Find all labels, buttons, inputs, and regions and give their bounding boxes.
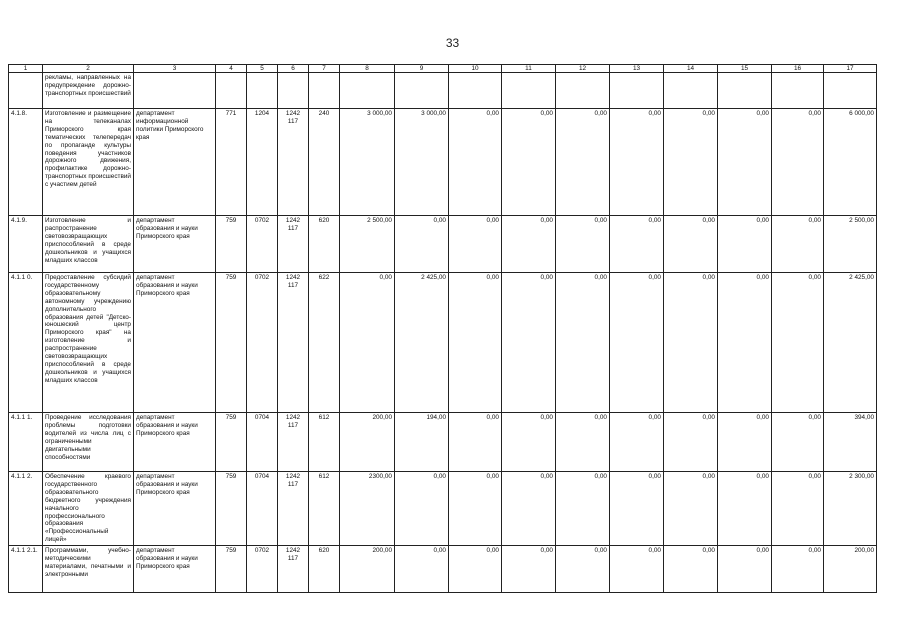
cell-no: 4.1.9. xyxy=(9,216,43,273)
cell-c8 xyxy=(340,73,395,109)
cell-c15: 0,00 xyxy=(718,472,772,546)
cell-no: 4.1.8. xyxy=(9,109,43,216)
column-header: 10 xyxy=(449,65,502,73)
cell-c13: 0,00 xyxy=(610,109,664,216)
cell-c11: 0,00 xyxy=(502,413,556,472)
cell-c13: 0,00 xyxy=(610,472,664,546)
column-header: 7 xyxy=(309,65,340,73)
cell-c16: 0,00 xyxy=(772,216,824,273)
cell-c11: 0,00 xyxy=(502,273,556,413)
cell-c14: 0,00 xyxy=(664,273,718,413)
cell-c17: 200,00 xyxy=(824,546,877,593)
cell-agency: департамент образования и науки Приморского края xyxy=(134,273,216,413)
cell-c16: 0,00 xyxy=(772,109,824,216)
table-row xyxy=(9,216,877,273)
cell-c7: 620 xyxy=(309,546,340,593)
table-row xyxy=(9,273,877,413)
cell-c7: 240 xyxy=(309,109,340,216)
table-row xyxy=(9,413,877,472)
cell-c9: 0,00 xyxy=(395,472,449,546)
column-header: 5 xyxy=(247,65,278,73)
cell-c12: 0,00 xyxy=(556,413,610,472)
cell-c11: 0,00 xyxy=(502,109,556,216)
cell-c8: 200,00 xyxy=(340,546,395,593)
column-header: 12 xyxy=(556,65,610,73)
cell-c17: 2 425,00 xyxy=(824,273,877,413)
column-header: 13 xyxy=(610,65,664,73)
cell-c15: 0,00 xyxy=(718,273,772,413)
cell-c10: 0,00 xyxy=(449,273,502,413)
cell-c13: 0,00 xyxy=(610,273,664,413)
table-body xyxy=(9,73,877,593)
cell-c9: 0,00 xyxy=(395,216,449,273)
cell-no xyxy=(9,73,43,109)
cell-agency: департамент образования и науки Приморского края xyxy=(134,546,216,593)
cell-c14 xyxy=(664,73,718,109)
table-row xyxy=(9,73,877,109)
table-row xyxy=(9,472,877,546)
cell-c11 xyxy=(502,73,556,109)
column-header: 1 xyxy=(9,65,43,73)
cell-no: 4.1.1 0. xyxy=(9,273,43,413)
cell-c16: 0,00 xyxy=(772,546,824,593)
cell-c8: 0,00 xyxy=(340,273,395,413)
cell-name: Изготовление и размещение на телеканалах Приморского края тематических телепередач по пропаганде культуры поведения участников дорожного движения, профилактике дорожно-транспортных происшествий с участием детей xyxy=(43,109,134,216)
cell-agency: департамент образования и науки Приморского края xyxy=(134,472,216,546)
column-header: 4 xyxy=(216,65,247,73)
column-header: 16 xyxy=(772,65,824,73)
cell-c10: 0,00 xyxy=(449,216,502,273)
cell-c5: 0702 xyxy=(247,546,278,593)
cell-c6 xyxy=(278,73,309,109)
cell-c5: 1204 xyxy=(247,109,278,216)
column-header: 17 xyxy=(824,65,877,73)
cell-c4: 759 xyxy=(216,413,247,472)
cell-c12 xyxy=(556,73,610,109)
budget-table xyxy=(8,64,877,593)
cell-c7: 620 xyxy=(309,216,340,273)
cell-c11: 0,00 xyxy=(502,472,556,546)
cell-name: Программами, учебно-методическими материалами, печатными и электронными xyxy=(43,546,134,593)
column-header: 9 xyxy=(395,65,449,73)
cell-c17: 394,00 xyxy=(824,413,877,472)
table-row xyxy=(9,109,877,216)
cell-c7: 612 xyxy=(309,413,340,472)
cell-c6: 1242 117 xyxy=(278,472,309,546)
cell-c12: 0,00 xyxy=(556,472,610,546)
cell-c13: 0,00 xyxy=(610,216,664,273)
cell-c9: 0,00 xyxy=(395,546,449,593)
cell-c16: 0,00 xyxy=(772,273,824,413)
cell-c6: 1242 117 xyxy=(278,273,309,413)
cell-c10: 0,00 xyxy=(449,546,502,593)
column-header: 15 xyxy=(718,65,772,73)
cell-c7 xyxy=(309,73,340,109)
cell-c10: 0,00 xyxy=(449,472,502,546)
cell-c11: 0,00 xyxy=(502,546,556,593)
cell-c6: 1242 117 xyxy=(278,413,309,472)
column-header: 11 xyxy=(502,65,556,73)
cell-c16 xyxy=(772,73,824,109)
cell-name: Обеспечение краевого государственного образовательного бюджетного учреждения начального профессионального образования «Профессиональный лицей» xyxy=(43,472,134,546)
table-row xyxy=(9,546,877,593)
cell-c14: 0,00 xyxy=(664,216,718,273)
cell-c5: 0704 xyxy=(247,413,278,472)
cell-c13 xyxy=(610,73,664,109)
cell-c4: 759 xyxy=(216,216,247,273)
cell-c4: 759 xyxy=(216,546,247,593)
cell-name: Изготовление и распространение световозвращающих приспособлений в среде дошкольников и учащихся младших классов xyxy=(43,216,134,273)
cell-c5: 0704 xyxy=(247,472,278,546)
cell-no: 4.1.1 2. xyxy=(9,472,43,546)
cell-c13: 0,00 xyxy=(610,546,664,593)
cell-c9: 2 425,00 xyxy=(395,273,449,413)
column-header: 3 xyxy=(134,65,216,73)
cell-c14: 0,00 xyxy=(664,109,718,216)
cell-c7: 612 xyxy=(309,472,340,546)
cell-c17: 6 000,00 xyxy=(824,109,877,216)
column-header: 2 xyxy=(43,65,134,73)
cell-name: Проведение исследования проблемы подготовки водителей из числа лиц с ограниченными двигательными способностями xyxy=(43,413,134,472)
cell-c4 xyxy=(216,73,247,109)
cell-c6: 1242 117 xyxy=(278,216,309,273)
cell-c17: 2 500,00 xyxy=(824,216,877,273)
header-row xyxy=(9,65,877,73)
cell-c15 xyxy=(718,73,772,109)
cell-c13: 0,00 xyxy=(610,413,664,472)
cell-c15: 0,00 xyxy=(718,546,772,593)
cell-c4: 771 xyxy=(216,109,247,216)
column-header: 6 xyxy=(278,65,309,73)
cell-c16: 0,00 xyxy=(772,472,824,546)
cell-c6: 1242 117 xyxy=(278,546,309,593)
cell-c9: 194,00 xyxy=(395,413,449,472)
cell-c17: 2 300,00 xyxy=(824,472,877,546)
cell-name: рекламы, направленных на предупреждение дорожно-транспортных происшествий xyxy=(43,73,134,109)
column-header: 8 xyxy=(340,65,395,73)
cell-c9: 3 000,00 xyxy=(395,109,449,216)
cell-c8: 200,00 xyxy=(340,413,395,472)
cell-c16: 0,00 xyxy=(772,413,824,472)
cell-c12: 0,00 xyxy=(556,109,610,216)
cell-agency: департамент информационной политики Приморского края xyxy=(134,109,216,216)
cell-c7: 622 xyxy=(309,273,340,413)
cell-c14: 0,00 xyxy=(664,472,718,546)
cell-c17 xyxy=(824,73,877,109)
cell-no: 4.1.1 1. xyxy=(9,413,43,472)
cell-c12: 0,00 xyxy=(556,546,610,593)
cell-c9 xyxy=(395,73,449,109)
cell-c10 xyxy=(449,73,502,109)
cell-c12: 0,00 xyxy=(556,273,610,413)
cell-name: Предоставление субсидий государственному образовательному автономному учреждению дополнительного образования детей "Детско-юношеский центр Приморского края" на изготовление и распространение световозвращающих приспособлений в среде дошкольников и учащихся младших классов xyxy=(43,273,134,413)
cell-c14: 0,00 xyxy=(664,413,718,472)
cell-c5: 0702 xyxy=(247,273,278,413)
cell-agency: департамент образования и науки Приморского края xyxy=(134,216,216,273)
cell-c15: 0,00 xyxy=(718,109,772,216)
cell-c10: 0,00 xyxy=(449,413,502,472)
cell-c4: 759 xyxy=(216,472,247,546)
cell-c8: 2300,00 xyxy=(340,472,395,546)
page-number: 33 xyxy=(445,36,460,50)
cell-c14: 0,00 xyxy=(664,546,718,593)
cell-c5 xyxy=(247,73,278,109)
cell-c4: 759 xyxy=(216,273,247,413)
cell-c6: 1242 117 xyxy=(278,109,309,216)
cell-c11: 0,00 xyxy=(502,216,556,273)
cell-c8: 2 500,00 xyxy=(340,216,395,273)
cell-c12: 0,00 xyxy=(556,216,610,273)
cell-c10: 0,00 xyxy=(449,109,502,216)
cell-agency: департамент образования и науки Приморского края xyxy=(134,413,216,472)
cell-c5: 0702 xyxy=(247,216,278,273)
cell-c15: 0,00 xyxy=(718,413,772,472)
column-header: 14 xyxy=(664,65,718,73)
cell-agency xyxy=(134,73,216,109)
cell-c8: 3 000,00 xyxy=(340,109,395,216)
cell-c15: 0,00 xyxy=(718,216,772,273)
cell-no: 4.1.1 2.1. xyxy=(9,546,43,593)
